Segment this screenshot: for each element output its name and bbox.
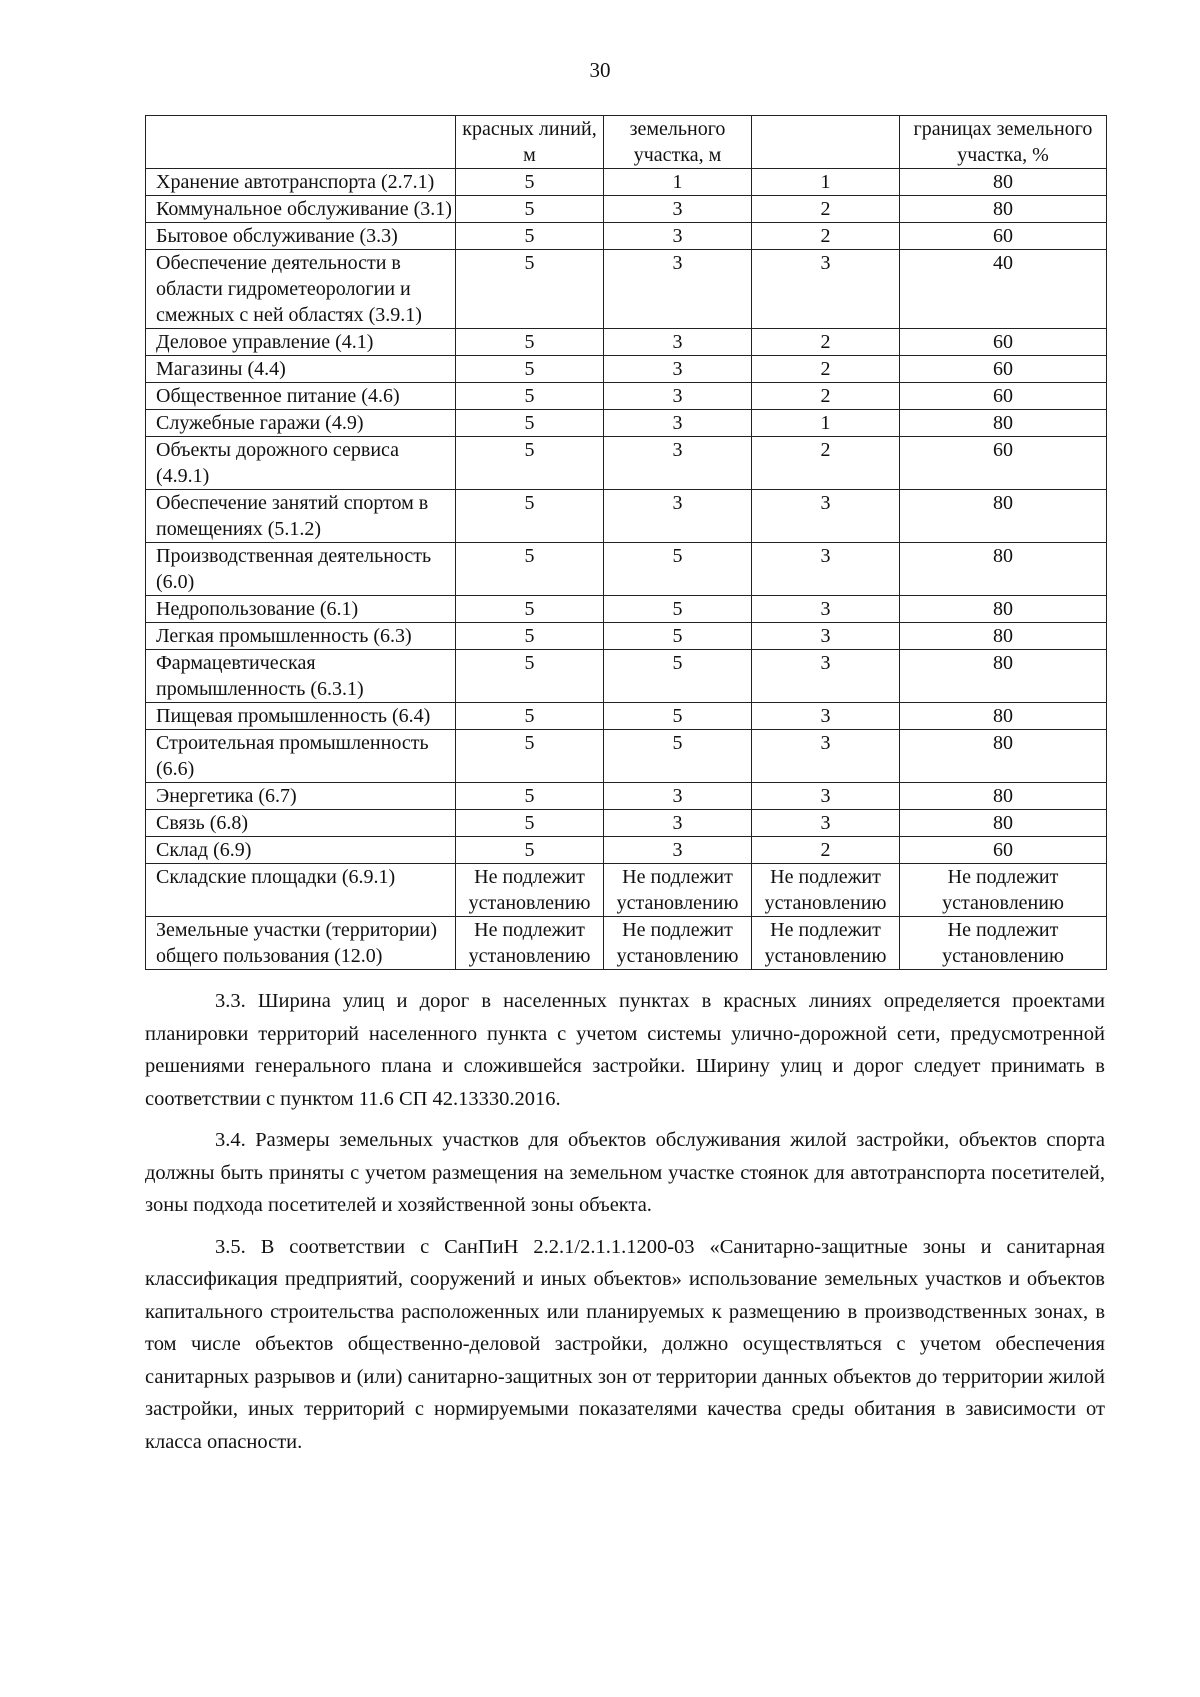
row-value-cell: 80 — [900, 596, 1107, 623]
row-value-cell: 5 — [456, 329, 604, 356]
table-row — [146, 623, 1107, 650]
row-name-cell: Фармацевтическая промышленность (6.3.1) — [146, 650, 456, 703]
row-value-cell: 2 — [752, 329, 900, 356]
table-row — [146, 490, 1107, 543]
row-name-cell: Склад (6.9) — [146, 837, 456, 864]
row-value-cell: 60 — [900, 356, 1107, 383]
row-value-cell: 5 — [604, 730, 752, 783]
row-value-cell: 3 — [604, 250, 752, 329]
row-value-cell: Не подлежит установлению — [604, 864, 752, 917]
table-row — [146, 169, 1107, 196]
row-value-cell: 3 — [752, 783, 900, 810]
row-value-cell: 80 — [900, 703, 1107, 730]
row-value-cell: 1 — [604, 169, 752, 196]
row-name-cell: Обеспечение занятий спортом в помещениях (5.1.2) — [146, 490, 456, 543]
row-name-cell: Общественное питание (4.6) — [146, 383, 456, 410]
row-name-cell: Энергетика (6.7) — [146, 783, 456, 810]
row-value-cell: 5 — [604, 650, 752, 703]
table-row — [146, 196, 1107, 223]
row-value-cell: 80 — [900, 490, 1107, 543]
row-value-cell: 5 — [456, 223, 604, 250]
table-row — [146, 383, 1107, 410]
row-value-cell: 5 — [456, 730, 604, 783]
row-name-cell: Складские площадки (6.9.1) — [146, 864, 456, 917]
row-value-cell: Не подлежит установлению — [900, 864, 1107, 917]
page-number: 30 — [589, 58, 611, 82]
row-name-cell: Объекты дорожного сервиса (4.9.1) — [146, 437, 456, 490]
row-value-cell: 3 — [604, 837, 752, 864]
row-value-cell: 5 — [456, 596, 604, 623]
row-value-cell: Не подлежит установлению — [752, 864, 900, 917]
row-value-cell: 60 — [900, 383, 1107, 410]
row-value-cell: 5 — [456, 169, 604, 196]
row-value-cell: 80 — [900, 169, 1107, 196]
table-row — [146, 703, 1107, 730]
table-row — [146, 730, 1107, 783]
row-value-cell: 60 — [900, 837, 1107, 864]
row-name-cell: Хранение автотранспорта (2.7.1) — [146, 169, 456, 196]
row-value-cell: 1 — [752, 169, 900, 196]
row-value-cell: 3 — [752, 596, 900, 623]
row-value-cell: 5 — [456, 356, 604, 383]
row-name-cell: Магазины (4.4) — [146, 356, 456, 383]
row-value-cell: 60 — [900, 223, 1107, 250]
header-cell: красных линий, м — [456, 116, 604, 169]
row-name-cell: Деловое управление (4.1) — [146, 329, 456, 356]
row-value-cell: 3 — [604, 410, 752, 437]
row-value-cell: 80 — [900, 623, 1107, 650]
row-value-cell: 3 — [752, 810, 900, 837]
table-row — [146, 596, 1107, 623]
row-value-cell: 3 — [604, 196, 752, 223]
row-value-cell: 5 — [456, 437, 604, 490]
row-value-cell: Не подлежит установлению — [456, 917, 604, 970]
row-value-cell: 2 — [752, 383, 900, 410]
row-name-cell: Бытовое обслуживание (3.3) — [146, 223, 456, 250]
row-value-cell: 5 — [456, 383, 604, 410]
row-value-cell: 5 — [604, 543, 752, 596]
row-value-cell: 1 — [752, 410, 900, 437]
row-value-cell: 3 — [752, 490, 900, 543]
header-cell: границах земельного участка, % — [900, 116, 1107, 169]
row-value-cell: 2 — [752, 223, 900, 250]
table-row — [146, 329, 1107, 356]
row-value-cell: 3 — [604, 329, 752, 356]
row-name-cell: Обеспечение деятельности в области гидрометеорологии и смежных с ней областях (3.9.1) — [146, 250, 456, 329]
row-name-cell: Связь (6.8) — [146, 810, 456, 837]
row-value-cell: 5 — [456, 623, 604, 650]
row-value-cell: 5 — [456, 650, 604, 703]
row-name-cell: Земельные участки (территории) общего пользования (12.0) — [146, 917, 456, 970]
row-value-cell: Не подлежит установлению — [900, 917, 1107, 970]
row-value-cell: 3 — [604, 383, 752, 410]
row-value-cell: 2 — [752, 837, 900, 864]
row-value-cell: 5 — [604, 703, 752, 730]
row-value-cell: 5 — [456, 810, 604, 837]
row-value-cell: 3 — [604, 490, 752, 543]
row-value-cell: 80 — [900, 730, 1107, 783]
row-value-cell: 80 — [900, 543, 1107, 596]
norms-table — [145, 115, 1107, 970]
row-value-cell: 5 — [456, 783, 604, 810]
row-value-cell: 40 — [900, 250, 1107, 329]
row-value-cell: 3 — [604, 783, 752, 810]
row-value-cell: 5 — [604, 596, 752, 623]
table-row — [146, 810, 1107, 837]
row-value-cell: 3 — [752, 543, 900, 596]
row-value-cell: 3 — [752, 250, 900, 329]
table-row — [146, 437, 1107, 490]
row-value-cell: 3 — [752, 623, 900, 650]
row-value-cell: 2 — [752, 196, 900, 223]
row-value-cell: 80 — [900, 196, 1107, 223]
row-value-cell: 80 — [900, 410, 1107, 437]
row-value-cell: 60 — [900, 329, 1107, 356]
row-value-cell: 60 — [900, 437, 1107, 490]
table-row — [146, 410, 1107, 437]
row-value-cell: 80 — [900, 783, 1107, 810]
row-value-cell: 3 — [752, 730, 900, 783]
row-value-cell: Не подлежит установлению — [752, 917, 900, 970]
header-cell: земельного участка, м — [604, 116, 752, 169]
row-value-cell: 3 — [604, 437, 752, 490]
row-name-cell: Недропользование (6.1) — [146, 596, 456, 623]
row-value-cell: 5 — [456, 703, 604, 730]
row-name-cell: Производственная деятельность (6.0) — [146, 543, 456, 596]
paragraph: 3.4. Размеры земельных участков для объектов обслуживания жилой застройки, объектов спорта должны быть приняты с учетом размещения на земельном участке стоянок для автотранспорта посетителей, зоны подхода посетителей и хозяйственной зоны объекта. — [145, 1129, 1105, 1216]
paragraph: 3.5. В соответствии с СанПиН 2.2.1/2.1.1.1200-03 «Санитарно-защитные зоны и санитарная классификация предприятий, сооружений и иных объектов» использование земельных участков и объектов капитального строительства расположенных или планируемых к размещению в производственных зонах, в том числе объектов общественно-деловой застройки, должно осуществляться с учетом обеспечения санитарных разрывов и (или) санитарно-защитных зон от территории данных объектов до территории жилой застройки, иных территорий с нормируемыми показателями качества среды обитания в зависимости от класса опасности. — [145, 1235, 1105, 1453]
row-value-cell: 80 — [900, 650, 1107, 703]
table-row — [146, 223, 1107, 250]
row-name-cell: Строительная промышленность (6.6) — [146, 730, 456, 783]
row-value-cell: 5 — [456, 250, 604, 329]
row-name-cell: Легкая промышленность (6.3) — [146, 623, 456, 650]
row-value-cell: Не подлежит установлению — [604, 917, 752, 970]
row-value-cell: 3 — [752, 650, 900, 703]
table-header-row — [146, 116, 1107, 169]
header-cell — [146, 116, 456, 169]
table-row — [146, 864, 1107, 917]
row-value-cell: 80 — [900, 810, 1107, 837]
row-value-cell: 5 — [604, 623, 752, 650]
row-value-cell: 3 — [604, 356, 752, 383]
row-value-cell: 5 — [456, 196, 604, 223]
table-row — [146, 650, 1107, 703]
table-row — [146, 783, 1107, 810]
table-row — [146, 356, 1107, 383]
table-row — [146, 837, 1107, 864]
row-name-cell: Коммунальное обслуживание (3.1) — [146, 196, 456, 223]
row-value-cell: 3 — [604, 810, 752, 837]
table-row — [146, 917, 1107, 970]
row-value-cell: 3 — [604, 223, 752, 250]
row-value-cell: 5 — [456, 410, 604, 437]
row-value-cell: 5 — [456, 837, 604, 864]
table-row — [146, 250, 1107, 329]
row-value-cell: 2 — [752, 356, 900, 383]
row-value-cell: 3 — [752, 703, 900, 730]
row-name-cell: Пищевая промышленность (6.4) — [146, 703, 456, 730]
header-cell — [752, 116, 900, 169]
row-value-cell: 5 — [456, 490, 604, 543]
row-name-cell: Служебные гаражи (4.9) — [146, 410, 456, 437]
body-text — [145, 985, 1105, 1467]
table-row — [146, 543, 1107, 596]
row-value-cell: 5 — [456, 543, 604, 596]
paragraph: 3.3. Ширина улиц и дорог в населенных пунктах в красных линиях определяется проектами планировки территорий населенного пункта с учетом системы улично-дорожной сети, предусмотренной решениями генерального плана и сложившейся застройки. Ширину улиц и дорог следует принимать в соответствии с пунктом 11.6 СП 42.13330.2016. — [145, 990, 1105, 1110]
row-value-cell: Не подлежит установлению — [456, 864, 604, 917]
row-value-cell: 2 — [752, 437, 900, 490]
